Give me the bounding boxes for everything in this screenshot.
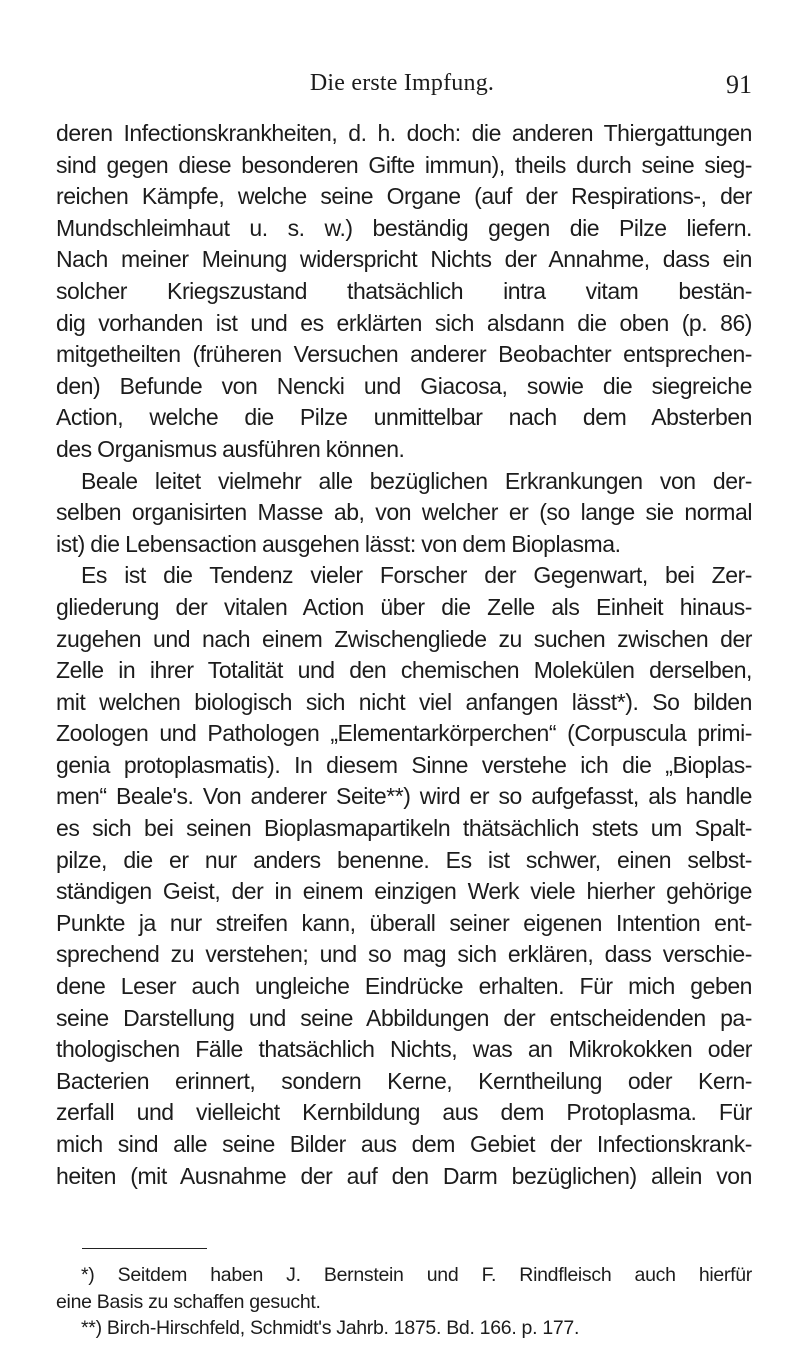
text-line: seine Darstellung und seine Abbildungen der entscheidenden pa- bbox=[56, 1004, 752, 1031]
footnote-line: eine Basis zu schaffen gesucht. bbox=[56, 1290, 321, 1313]
text-line: Action, welche die Pilze unmittelbar nach dem Absterben bbox=[56, 404, 752, 431]
text-line: ist) die Lebensaction ausgehen lässt: von dem Bioplasma. bbox=[56, 530, 621, 557]
text-line: solcher Kriegszustand thatsächlich intra vitam bestän- bbox=[56, 277, 752, 304]
text-line: den) Befunde von Nencki und Giacosa, sowie die siegreiche bbox=[56, 372, 752, 399]
text-line: sind gegen diese besonderen Gifte immun), theils durch seine sieg- bbox=[56, 151, 752, 178]
footnote-line: *) Seitdem haben J. Bernstein und F. Rindfleisch auch hierfür bbox=[81, 1264, 752, 1286]
text-line: selben organisirten Masse ab, von welcher er (so lange sie normal bbox=[56, 499, 752, 526]
text-line: mit welchen biologisch sich nicht viel anfangen lässt*). So bilden bbox=[56, 688, 752, 715]
text-line: zerfall und vielleicht Kernbildung aus dem Protoplasma. Für bbox=[56, 1099, 752, 1126]
text-line: Zelle in ihrer Totalität und den chemischen Molekülen derselben, bbox=[56, 657, 752, 684]
text-line: dene Leser auch ungleiche Eindrücke erhalten. Für mich geben bbox=[56, 973, 752, 1000]
text-line: deren Infectionskrankheiten, d. h. doch: die anderen Thiergattungen bbox=[56, 120, 752, 146]
text-line: Mundschleimhaut u. s. w.) beständig gegen die Pilze liefern. bbox=[56, 214, 752, 241]
text-line: sprechend zu verstehen; und so mag sich erklären, dass verschie- bbox=[56, 941, 752, 968]
page-header bbox=[52, 70, 752, 106]
text-line: des Organismus ausführen können. bbox=[56, 435, 405, 462]
text-line: ständigen Geist, der in einem einzigen Werk viele hierher gehörige bbox=[56, 878, 752, 905]
text-line: pilze, die er nur anders benenne. Es ist schwer, einen selbst- bbox=[56, 846, 752, 873]
text-line: Zoologen und Pathologen „Elementarkörperchen“ (Corpuscula primi- bbox=[56, 720, 752, 747]
text-line: Es ist die Tendenz vieler Forscher der Gegenwart, bei Zer- bbox=[81, 562, 752, 589]
text-line: Nach meiner Meinung widerspricht Nichts der Annahme, dass ein bbox=[56, 246, 752, 273]
running-title: Die erste Impfung. bbox=[309, 70, 495, 96]
text-line: thologischen Fälle thatsächlich Nichts, was an Mikrokokken oder bbox=[56, 1036, 752, 1063]
text-line: Beale leitet vielmehr alle bezüglichen Erkrankungen von der- bbox=[81, 467, 752, 494]
text-line: gliederung der vitalen Action über die Zelle als Einheit hinaus- bbox=[56, 593, 752, 620]
text-line: mich sind alle seine Bilder aus dem Gebiet der Infectionskrank- bbox=[56, 1131, 752, 1157]
text-line: men“ Beale's. Von anderer Seite**) wird er so aufgefasst, als handle bbox=[56, 783, 752, 810]
footnote-line: **) Birch-Hirschfeld, Schmidt's Jahrb. 1875. Bd. 166. p. 177. bbox=[81, 1317, 580, 1339]
text-line: zugehen und nach einem Zwischengliede zu suchen zwischen der bbox=[56, 625, 752, 652]
footnote-divider bbox=[82, 1248, 207, 1249]
text-line: Punkte ja nur streifen kann, überall seiner eigenen Intention ent- bbox=[56, 909, 752, 936]
footnotes bbox=[56, 1262, 752, 1342]
text-line: Bacterien erinnert, sondern Kerne, Kerntheilung oder Kern- bbox=[56, 1067, 752, 1094]
text-line: heiten (mit Ausnahme der auf den Darm bezüglichen) allein von bbox=[56, 1162, 752, 1189]
text-line: genia protoplasmatis). In diesem Sinne verstehe ich die „Bioplas- bbox=[56, 751, 752, 778]
text-line: mitgetheilten (früheren Versuchen anderer Beobachter entsprechen- bbox=[56, 341, 752, 368]
page-number: 91 bbox=[726, 70, 752, 99]
body-text bbox=[56, 118, 752, 1192]
text-line: dig vorhanden ist und es erklärten sich alsdann die oben (p. 86) bbox=[56, 309, 752, 336]
text-line: es sich bei seinen Bioplasmapartikeln thätsächlich stets um Spalt- bbox=[56, 815, 752, 842]
text-line: reichen Kämpfe, welche seine Organe (auf der Respirations-, der bbox=[56, 183, 752, 210]
